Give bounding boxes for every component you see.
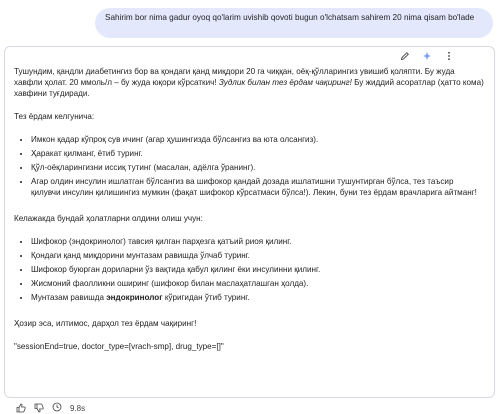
list-item: • Жисмоний фаолликни оширинг (шифокор билан маслаҳатлашган ҳолда). (31, 278, 484, 289)
intro-text-2: Бу жиддий асоратлар (ҳатто кома) хавфини туғдиради. (14, 78, 484, 98)
list-item: • Шифокор буюрган дориларни ўз вақтида қабул қилинг ёки инсулинни қилинг. (31, 264, 484, 275)
list-item: • Қондаги қанд миқдорини мунтазам равишда ўлчаб туринг. (31, 250, 484, 261)
list-item-text: кўригидан ўтиб туринг. (162, 293, 250, 302)
list-item-bold: эндокринолог (106, 293, 163, 302)
sparkle-icon[interactable] (422, 51, 432, 61)
list-item: • Ҳаракат қилманг, ётиб туринг. (31, 148, 484, 159)
thumbs-down-icon[interactable] (34, 403, 44, 413)
response-body (14, 66, 484, 352)
user-message-bubble (95, 8, 493, 38)
closing-paragraph: Ҳозир эса, илтимос, дарҳол тез ёрдам чақиринг! (14, 319, 197, 328)
list-item (31, 292, 484, 303)
list-item: • Имкон қадар кўпроқ сув ичинг (агар ҳушингизда бўлсангиз ва ютa олсангиз). (31, 134, 484, 145)
intro-text-1: Тушундим, қандли диабетингиз бор ва қондаги қанд миқдори 20 га чиққан, оёқ-қўлларингиз увишиб қоляпти. Бу жуда хавфли ҳолат. 20 ммоль/л – бу жуда юқори кўрсаткич! (14, 67, 455, 87)
prevent-heading: Келажакда бундай ҳолатларни олдини олиш учун: (14, 214, 203, 223)
list-item-text: Мунтазам равишда (31, 293, 107, 302)
pencil-icon[interactable] (400, 51, 410, 61)
list-item: • Шифокор (эндокринолог) тавсия қилган парҳезга қатъий риоя қилинг. (31, 236, 484, 247)
intro-paragraph (14, 66, 484, 99)
list-item: • Агар олдин инсулин ишлатган бўлсангиз ва шифокор қандай дозада ишлатишни тушунтирган бўлса, тез таъсир қилувчи инсулин қилишингиз мумкин (фақат шифокор кўрсатмаси бўлса!). Лекин, буни тез ёрдам врачларига айтманг! (31, 176, 484, 198)
response-footer (16, 402, 85, 414)
more-vertical-icon[interactable] (444, 51, 454, 61)
session-code-line: "sessionEnd=true, doctor_type=[vrach-smp], drug_type=[]" (14, 342, 224, 351)
prevent-list (14, 236, 484, 303)
urgent-heading: Тез ёрдам келгунича: (14, 112, 95, 121)
thumbs-up-icon[interactable] (16, 403, 26, 413)
response-toolbar (400, 51, 454, 61)
list-item: • Қўл-оёқларингизни иссиқ тутинг (масалан, адёлга ўранинг). (31, 162, 484, 173)
urgent-list (14, 134, 484, 198)
response-time: 9.8s (70, 403, 86, 413)
clock-icon (52, 402, 62, 414)
intro-italic: Зудлик билан тез ёрдам чақиринг! (218, 78, 352, 87)
user-message-text: Sahirim bor nima gadur oyoq qo'larim uvishib qovoti bugun o'lchatsam sahirem 20 nima qisam bo'lade (105, 13, 475, 22)
